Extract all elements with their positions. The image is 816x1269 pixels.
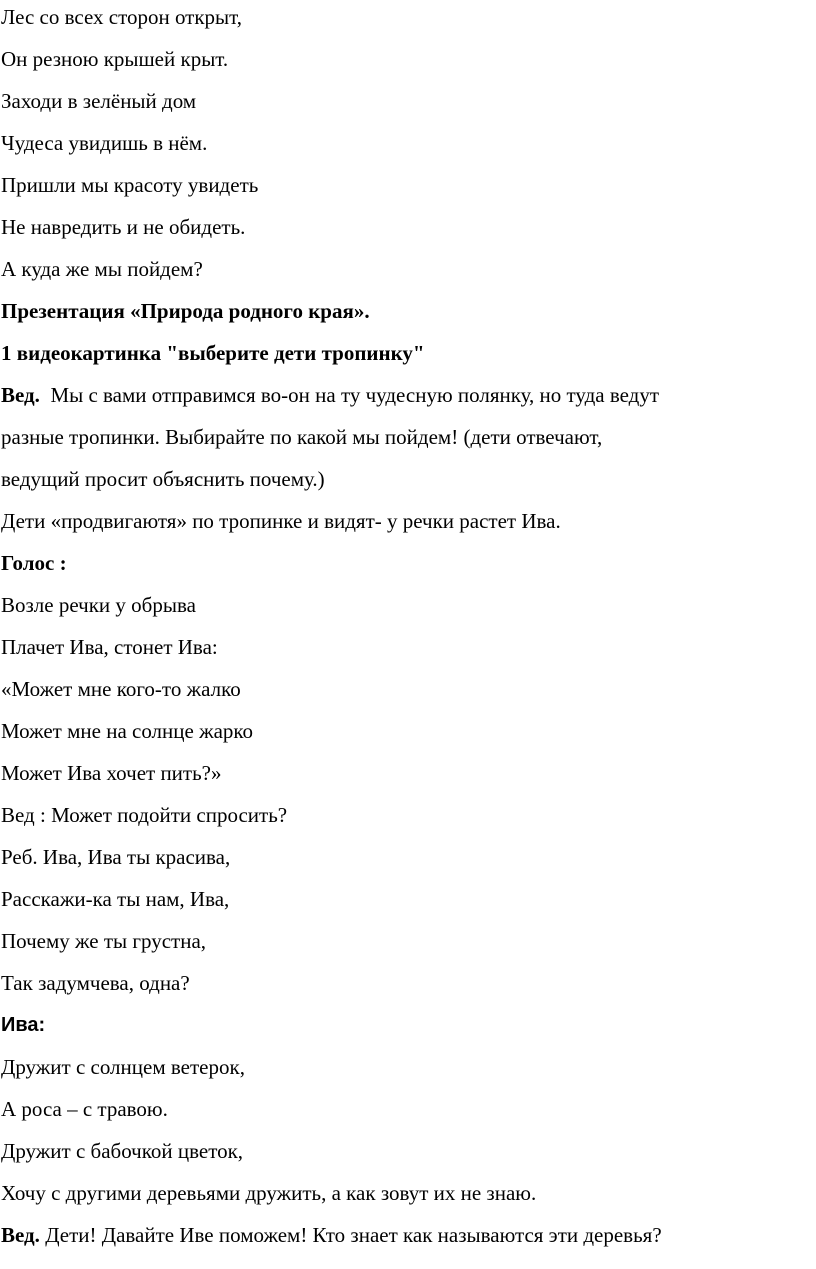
poem-line: Дружит с солнцем ветерок, xyxy=(1,1055,245,1079)
speaker-label: Вед. xyxy=(1,383,40,407)
poem-line: Почему же ты грустна, xyxy=(1,929,207,953)
speaker-heading: Голос : xyxy=(1,551,67,575)
poem-line: А куда же мы пойдем? xyxy=(1,257,203,281)
poem-line: Не навредить и не обидеть. xyxy=(1,215,246,239)
poem-line: Расскажи-ка ты нам, Ива, xyxy=(1,887,230,911)
poem-line: Плачет Ива, стонет Ива: xyxy=(1,635,218,659)
poem-line: Он резною крышей крыт. xyxy=(1,47,229,71)
text-line: Дети «продвигаютя» по тропинке и видят- у речки растет Ива. xyxy=(1,509,561,533)
speaker-line xyxy=(1,382,659,408)
poem-line: Лес со всех сторон открыт, xyxy=(1,5,243,29)
poem-line: Реб. Ива, Ива ты красива, xyxy=(1,845,231,869)
speaker-label: Вед. xyxy=(1,1223,40,1247)
poem-line: Дружит с бабочкой цветок, xyxy=(1,1139,244,1163)
section-heading: Презентация «Природа родного края». xyxy=(1,299,370,323)
poem-line: Пришли мы красоту увидеть xyxy=(1,173,259,197)
poem-line: А роса – с травою. xyxy=(1,1097,168,1121)
text-line: ведущий просит объяснить почему.) xyxy=(1,467,325,491)
poem-line: Возле речки у обрыва xyxy=(1,593,196,617)
section-heading: 1 видеокартинка "выберите дети тропинку" xyxy=(1,341,425,365)
text-line: разные тропинки. Выбирайте по какой мы пойдем! (дети отвечают, xyxy=(1,425,603,449)
speaker-line xyxy=(1,1222,662,1248)
text-line: Хочу с другими деревьями дружить, а как зовут их не знаю. xyxy=(1,1181,537,1205)
poem-line: Так задумчева, одна? xyxy=(1,971,190,995)
speaker-heading: Ива: xyxy=(1,1014,46,1036)
speaker-text: Мы с вами отправимся во-он на ту чудесную полянку, но туда ведут xyxy=(39,383,660,407)
poem-line: Может мне на солнце жарко xyxy=(1,719,254,743)
poem-line: Вед : Может подойти спросить? xyxy=(1,803,288,827)
poem-line: Заходи в зелёный дом xyxy=(1,89,197,113)
speaker-text: Дети! Давайте Иве поможем! Кто знает как называются эти деревья? xyxy=(39,1223,662,1247)
poem-line: «Может мне кого-то жалко xyxy=(1,677,241,701)
poem-line: Чудеса увидишь в нём. xyxy=(1,131,208,155)
poem-line: Может Ива хочет пить?» xyxy=(1,761,222,785)
